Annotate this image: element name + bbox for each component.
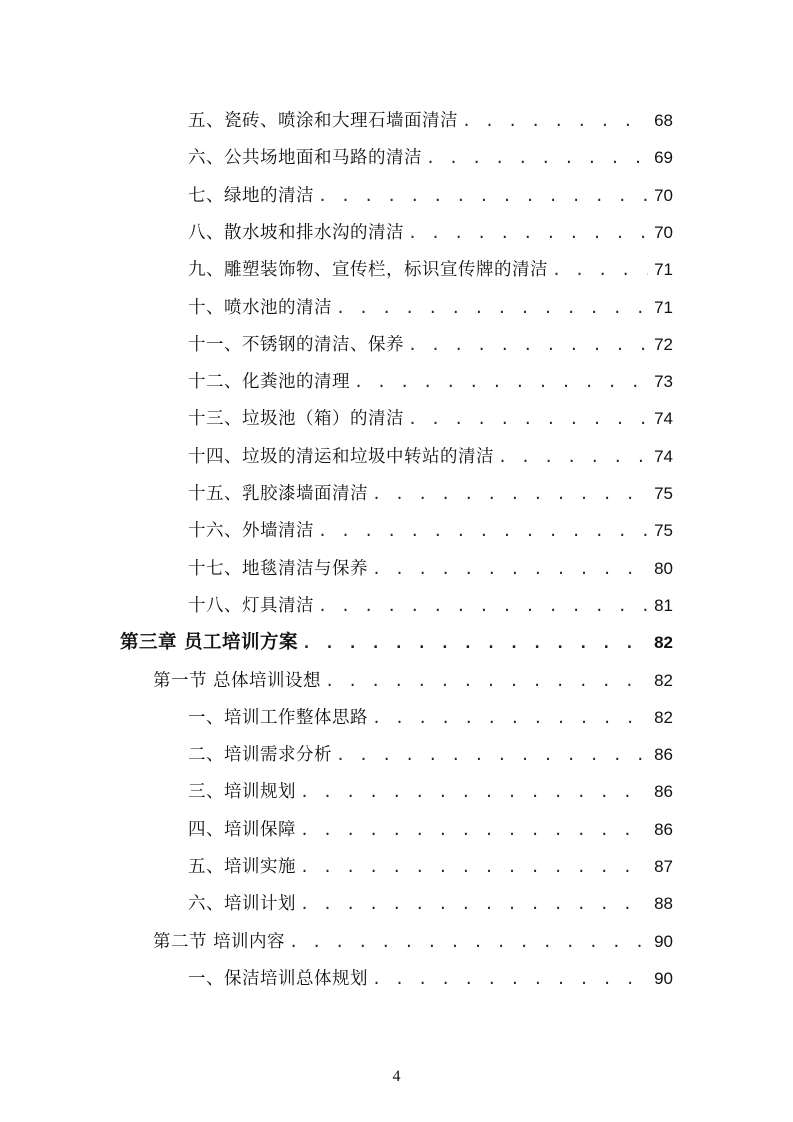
toc-entry-page: 82 xyxy=(654,633,673,653)
toc-entry-page: 74 xyxy=(654,446,673,466)
toc-entry-item[interactable] xyxy=(188,141,673,169)
toc-entry-item[interactable] xyxy=(188,104,673,132)
toc-entry-page: 82 xyxy=(654,670,673,690)
toc-entry-title: 第一节 总体培训设想 xyxy=(153,670,322,691)
toc-entry-item[interactable] xyxy=(188,738,673,766)
toc-entry-page: 69 xyxy=(654,148,673,168)
dot-leader xyxy=(354,371,648,393)
dot-leader xyxy=(318,520,648,542)
dot-leader xyxy=(289,931,648,953)
dot-leader xyxy=(498,446,648,468)
toc-entry-item[interactable] xyxy=(188,850,673,878)
dot-leader xyxy=(325,670,648,692)
toc-entry-title: 二、培训需求分析 xyxy=(188,745,332,766)
dot-leader xyxy=(408,334,648,356)
toc-entry-title: 六、培训计划 xyxy=(188,894,296,915)
toc-entry-chapter[interactable] xyxy=(120,626,673,654)
toc-entry-title: 十四、垃圾的清运和垃圾中转站的清洁 xyxy=(188,446,494,467)
toc-entry-page: 72 xyxy=(654,334,673,354)
toc-entry-title: 三、培训规划 xyxy=(188,782,296,803)
toc-entry-section[interactable] xyxy=(153,925,673,953)
dot-leader xyxy=(372,968,648,990)
toc-entry-title: 十八、灯具清洁 xyxy=(188,595,314,616)
toc-entry-title: 七、绿地的清洁 xyxy=(188,185,314,206)
toc-entry-page: 80 xyxy=(654,558,673,578)
toc-entry-page: 71 xyxy=(654,297,673,317)
toc-entry-page: 87 xyxy=(654,857,673,876)
toc-entry-page: 90 xyxy=(654,968,673,988)
toc-entry-page: 75 xyxy=(654,484,673,503)
toc-entry-page: 75 xyxy=(654,521,673,541)
toc-entry-title: 五、培训实施 xyxy=(188,857,296,877)
dot-leader xyxy=(372,558,648,580)
dot-leader xyxy=(300,819,648,841)
toc-entry-page: 86 xyxy=(654,819,673,839)
toc-entry-page: 70 xyxy=(654,222,673,242)
toc-entry-page: 70 xyxy=(654,185,673,205)
dot-leader xyxy=(336,744,648,766)
dot-leader xyxy=(462,110,648,132)
toc-entry-item[interactable] xyxy=(188,887,673,915)
toc-entry-title: 六、公共场地面和马路的清洁 xyxy=(188,148,422,169)
toc-entry-item[interactable] xyxy=(188,701,673,729)
dot-leader xyxy=(408,408,648,430)
toc-entry-page: 74 xyxy=(654,409,673,429)
toc-entry-item[interactable] xyxy=(188,253,673,281)
toc-entry-item[interactable] xyxy=(188,328,673,356)
toc-entry-title: 十六、外墙清洁 xyxy=(188,521,314,542)
dot-leader xyxy=(336,297,648,319)
toc-entry-page: 90 xyxy=(654,931,673,951)
toc-entry-title: 第二节 培训内容 xyxy=(153,931,286,952)
toc-entry-item[interactable] xyxy=(188,440,673,468)
toc-entry-title: 九、雕塑装饰物、宣传栏，标识宣传牌的清洁 xyxy=(188,260,548,281)
toc-entry-page: 82 xyxy=(654,707,673,727)
dot-leader xyxy=(318,595,648,617)
dot-leader xyxy=(552,259,648,281)
toc-entry-title: 一、培训工作整体思路 xyxy=(188,707,368,728)
toc-entry-title: 八、散水坡和排水沟的清洁 xyxy=(188,222,404,243)
dot-leader xyxy=(300,856,648,878)
dot-leader xyxy=(426,147,648,169)
toc-entry-title: 十七、地毯清洁与保养 xyxy=(188,558,368,579)
toc-entry-title: 十、喷水池的清洁 xyxy=(188,297,332,318)
toc-entry-title: 十二、化粪池的清理 xyxy=(188,372,350,393)
toc-entry-item[interactable] xyxy=(188,589,673,617)
toc-entry-title: 十五、乳胶漆墙面清洁 xyxy=(188,484,368,504)
toc-entry-section[interactable] xyxy=(153,664,673,692)
toc-entry-title: 五、瓷砖、喷涂和大理石墙面清洁 xyxy=(188,111,458,131)
dot-leader xyxy=(372,483,648,505)
toc-entry-page: 73 xyxy=(654,372,673,392)
toc-entry-page: 81 xyxy=(654,595,673,615)
toc-entry-page: 86 xyxy=(654,745,673,765)
toc-entry-title: 四、培训保障 xyxy=(188,819,296,840)
toc-entry-item[interactable] xyxy=(188,402,673,430)
dot-leader xyxy=(300,893,648,915)
toc-entry-title: 十一、不锈钢的清洁、保养 xyxy=(188,334,404,355)
toc-entry-item[interactable] xyxy=(188,775,673,803)
dot-leader xyxy=(300,781,648,803)
toc-entry-item[interactable] xyxy=(188,365,673,393)
dot-leader xyxy=(302,632,648,654)
toc-entry-item[interactable] xyxy=(188,216,673,244)
toc-entry-page: 68 xyxy=(654,111,673,130)
toc-entry-item[interactable] xyxy=(188,477,673,505)
toc-entry-title: 第三章 员工培训方案 xyxy=(120,632,298,654)
toc-entry-item[interactable] xyxy=(188,514,673,542)
toc-entry-page: 88 xyxy=(654,894,673,914)
toc-entry-item[interactable] xyxy=(188,813,673,841)
dot-leader xyxy=(408,222,648,244)
dot-leader xyxy=(318,185,648,207)
page-number: 4 xyxy=(392,1068,401,1085)
toc-entry-page: 71 xyxy=(654,260,673,280)
toc-entry-page: 86 xyxy=(654,782,673,802)
toc-entry-title: 十三、垃圾池（箱）的清洁 xyxy=(188,409,404,430)
toc-entry-item[interactable] xyxy=(188,179,673,207)
toc-entry-item[interactable] xyxy=(188,291,673,319)
toc-entry-title: 一、保洁培训总体规划 xyxy=(188,968,368,989)
toc-entry-item[interactable] xyxy=(188,552,673,580)
toc-entry-item[interactable] xyxy=(188,962,673,990)
dot-leader xyxy=(372,707,648,729)
